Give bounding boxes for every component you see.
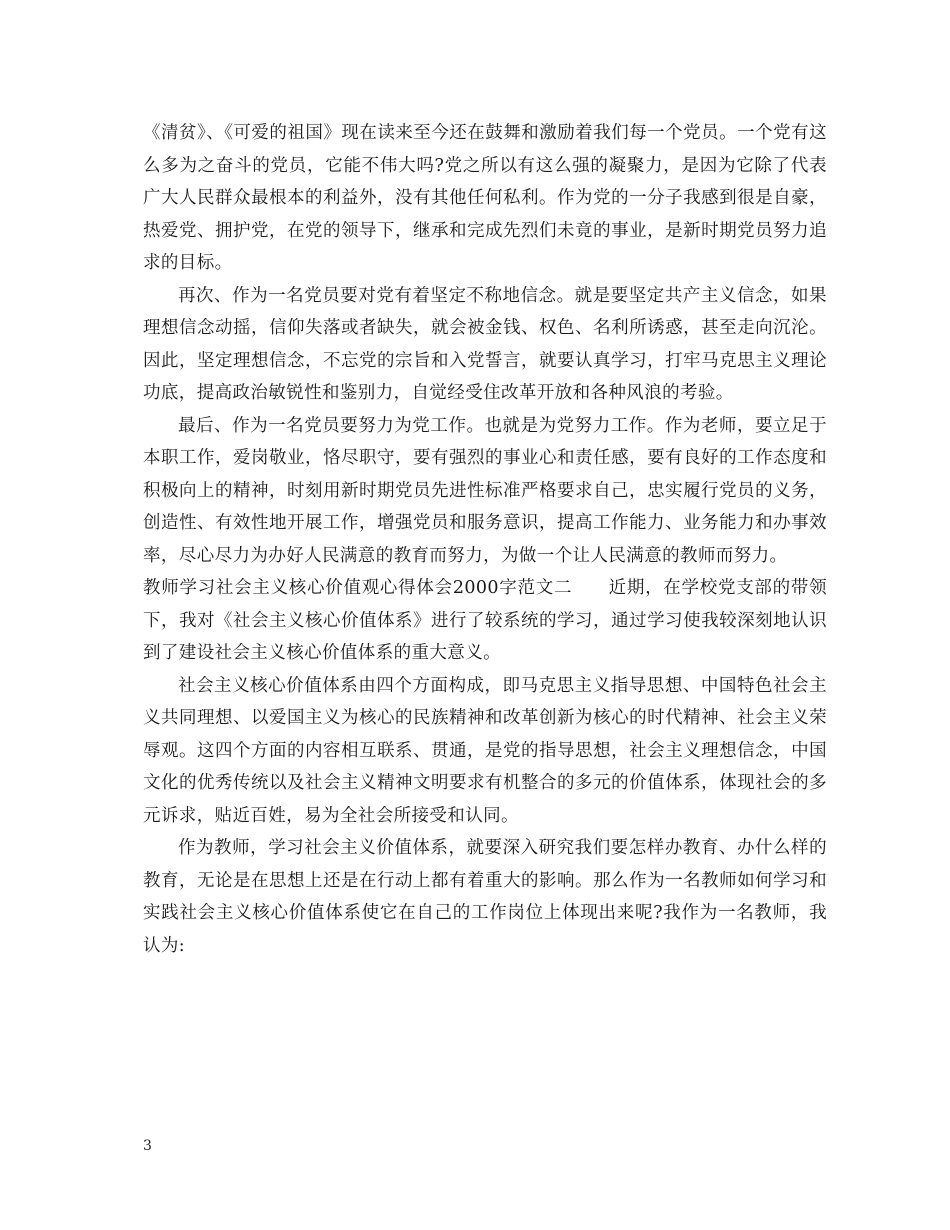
paragraph-5: 社会主义核心价值体系由四个方面构成，即马克思主义指导思想、中国特色社会主义共同理想、以爱国主义为核心的民族精神和改革创新为核心的时代精神、社会主义荣辱观。这四个方面的内容相互联系、贯通，是党的指导思想，社会主义理想信念，中国文化的优秀传统以及社会主义精神文明要求有机整合的多元的价值体系，体现社会的多元诉求，贴近百姓，易为全社会所接受和认同。	[143, 675, 827, 826]
paragraph-4-heading-intro: 教师学习社会主义核心价值观心得体会2000字范文二 近期，在学校党支部的带领下，我对《社会主义核心价值体系》进行了较系统的学习，通过学习使我较深刻地认识到了建设社会主义核心价值体系的重大意义。	[143, 578, 827, 663]
page-number: 3	[143, 1138, 152, 1154]
paragraph-1: 《清贫》、《可爱的祖国》现在读来至今还在鼓舞和激励着我们每一个党员。一个党有这么多为之奋斗的党员，它能不伟大吗?党之所以有这么强的凝聚力，是因为它除了代表广大人民群众最根本的利益外，没有其他任何私利。作为党的一分子我感到很是自豪，热爱党、拥护党，在党的领导下，继承和完成先烈们未竟的事业，是新时期党员努力追求的目标。	[143, 123, 827, 273]
paragraph-2: 再次、作为一名党员要对党有着坚定不称地信念。就是要坚定共产主义信念，如果理想信念动摇，信仰失落或者缺失，就会被金钱、权色、名利所诱惑，甚至走向沉沦。因此，坚定理想信念，不忘党的宗旨和入党誓言，就要认真学习，打牢马克思主义理论功底，提高政治敏锐性和鉴别力，自觉经受住改革开放和各种风浪的考验。	[143, 285, 827, 403]
paragraph-6: 作为教师，学习社会主义价值体系，就要深入研究我们要怎样办教育、办什么样的教育，无论是在思想上还是在行动上都有着重大的影响。那么作为一名教师如何学习和实践社会主义核心价值体系使它在自己的工作岗位上体现出来呢?我作为一名教师，我认为:	[143, 838, 827, 956]
document-body	[143, 117, 827, 962]
paragraph-3: 最后、作为一名党员要努力为党工作。也就是为党努力工作。作为老师，要立足于本职工作，爱岗敬业，恪尽职守，要有强烈的事业心和责任感，要有良好的工作态度和积极向上的精神，时刻用新时期党员先进性标准严格要求自己，忠实履行党员的义务，创造性、有效性地开展工作，增强党员和服务意识，提高工作能力、业务能力和办事效率，尽心尽力为办好人民满意的教育而努力，为做一个让人民满意的教师而努力。	[143, 415, 827, 566]
